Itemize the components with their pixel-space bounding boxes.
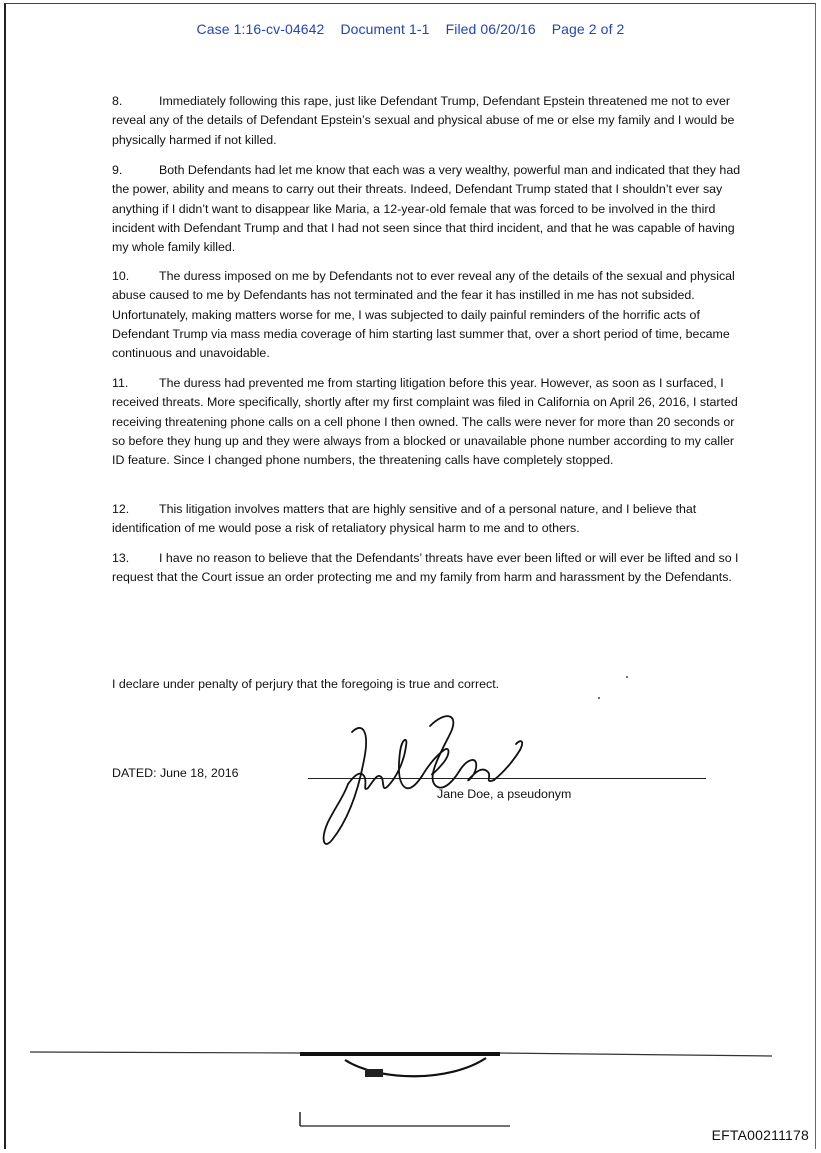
filed-date: Filed 06/20/16: [445, 21, 536, 37]
handwritten-signature: [318, 700, 538, 850]
page-number: Page 2 of 2: [551, 21, 625, 37]
paragraph-text: The duress imposed on me by Defendants not to ever reveal any of the details of the sexual and physical abuse caused to me by Defendants has not terminated and the fear it has instilled in me has not subsided. Unfortunately, making matters worse for me, I was subjected to daily painful reminders of the horrific acts of Defendant Trump via mass media coverage of him starting last summer that, over a short period of time, became continuous and unavoidable.: [112, 269, 735, 361]
scan-speck: [626, 676, 628, 678]
case-header: [0, 21, 821, 37]
paragraph-number: 10.: [112, 269, 130, 283]
dated-line: DATED: June 18, 2016: [112, 766, 239, 780]
document-id: EFTA00211178: [711, 1127, 809, 1143]
paragraph-text: The duress had prevented me from starting litigation before this year. However, as soon as I surfaced, I received threats. More specifically, shortly after my first complaint was filed in California on April 26, 2016, I started receiving threatening phone calls on a cell phone I then owned. The calls were never for more than 20 seconds or so before they hung up and they were always from a blocked or unavailable phone number according to my caller ID feature. Since I changed phone numbers, the threatening calls have completely stopped.: [112, 376, 738, 468]
paragraph-number: 9.: [112, 163, 123, 177]
paragraph-text: Immediately following this rape, just like Defendant Trump, Defendant Epstein threatened me not to ever reveal any of the details of Defendant Epstein’s sexual and physical abuse of me or else my family and I would be physically harmed if not killed.: [112, 94, 735, 147]
paragraph-9: [112, 161, 747, 257]
paragraph-number: 13.: [112, 551, 130, 565]
paragraph-text: I have no reason to believe that the Defendants’ threats have ever been lifted or will ever be lifted and so I request that the Court issue an order protecting me and my family from harm and harassment by the Defendants.: [112, 551, 739, 585]
paragraph-12: [112, 500, 747, 539]
paragraph-8: [112, 92, 747, 150]
paragraph-number: 8.: [112, 94, 123, 108]
signatory-name: Jane Doe, a pseudonym: [437, 787, 572, 801]
scan-speck: [598, 697, 600, 699]
declaration-statement: I declare under penalty of perjury that the foregoing is true and correct.: [112, 677, 500, 691]
paragraph-11: [112, 374, 747, 470]
scan-artifact: [0, 1040, 821, 1140]
document-number: Document 1-1: [340, 21, 430, 37]
paragraph-13: [112, 549, 747, 588]
paragraph-text: Both Defendants had let me know that each was a very wealthy, powerful man and indicated that they had the power, ability and means to carry out their threats. Indeed, Defendant Trump stated that I shouldn’t ever say anything if I didn’t want to disappear like Maria, a 12-year-old female that was forced to be involved in the third incident with Defendant Trump and that I had not seen since that third incident, and that he was capable of having my whole family killed.: [112, 163, 741, 255]
paragraph-text: This litigation involves matters that are highly sensitive and of a personal nature, and I believe that identification of me would pose a risk of retaliatory physical harm to me and to others.: [112, 502, 697, 536]
case-number: Case 1:16-cv-04642: [196, 21, 325, 37]
paragraph-number: 11.: [112, 376, 129, 390]
paragraph-10: [112, 267, 747, 363]
paragraph-number: 12.: [112, 502, 130, 516]
